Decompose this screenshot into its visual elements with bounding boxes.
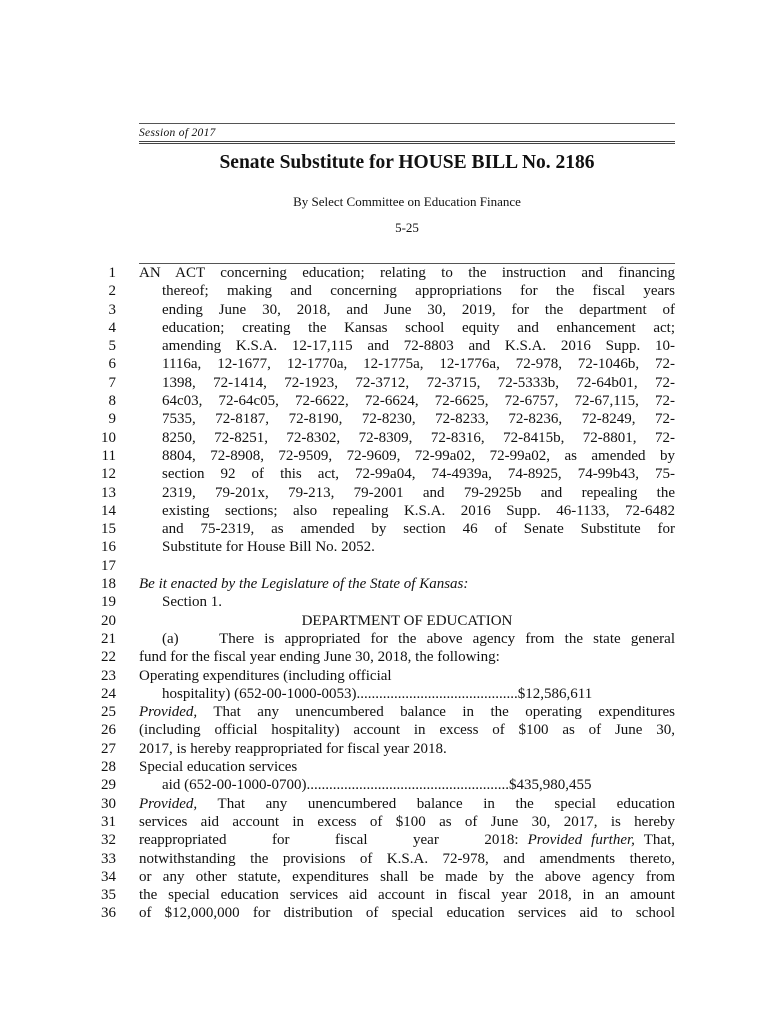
- body-line: of $12,000,000 for distribution of special education services aid to school: [139, 905, 675, 922]
- proviso-keyword: Provided further,: [527, 832, 635, 849]
- body-line: education; creating the Kansas school equity and enhancement act;: [162, 319, 675, 336]
- line-number: 17: [101, 557, 116, 574]
- body-line: thereof; making and concerning appropriations for the fiscal years: [162, 283, 675, 300]
- line-number: 1: [108, 265, 116, 281]
- proviso-keyword: Provided,: [139, 704, 198, 721]
- line-number: 9: [108, 411, 116, 428]
- proviso-line: [139, 795, 675, 813]
- proviso-line: [139, 831, 675, 849]
- line-number: 34: [101, 868, 116, 885]
- body-line: (including official hospitality) account in excess of $100 as of June 30,: [139, 722, 675, 739]
- line-number: 23: [101, 667, 116, 684]
- line-number: 16: [101, 539, 116, 556]
- body-line: amending K.S.A. 12-17,115 and 72-8803 and K.S.A. 2016 Supp. 10-: [162, 338, 675, 355]
- body-line: 7535, 72-8187, 72-8190, 72-8230, 72-8233, 72-8236, 72-8249, 72-: [162, 411, 675, 428]
- section-heading: Section 1.: [162, 594, 222, 611]
- body-line: ending June 30, 2018, and June 30, 2019, for the department of: [162, 301, 675, 318]
- proviso-text: That any unencumbered balance in the special education: [197, 795, 675, 812]
- body-line: the special education services aid account in fiscal year 2018, in an amount: [139, 887, 675, 904]
- line-number: 18: [101, 576, 116, 593]
- line-number: 28: [101, 759, 116, 776]
- line-number: 13: [101, 484, 116, 501]
- line-number: 19: [101, 594, 116, 611]
- body-line: section 92 of this act, 72-99a04, 74-4939a, 74-8925, 74-99b43, 75-: [162, 466, 675, 483]
- line-number: 24: [101, 685, 116, 702]
- body-line: 1398, 72-1414, 72-1923, 72-3712, 72-3715, 72-5333b, 72-64b01, 72-: [162, 374, 675, 391]
- line-number: 3: [108, 301, 116, 318]
- proviso-text: That any unencumbered balance in the operating expenditures: [197, 704, 675, 721]
- body-line: 1116a, 12-1677, 12-1770a, 12-1775a, 12-1776a, 72-978, 72-1046b, 72-: [162, 356, 675, 373]
- line-number: 21: [101, 630, 116, 647]
- body-line: AN ACT concerning education; relating to the instruction and financing: [139, 265, 675, 281]
- line-number: 25: [101, 704, 116, 721]
- line-number: 12: [101, 466, 116, 483]
- line-number: 36: [101, 905, 116, 922]
- line-number: 7: [108, 374, 116, 391]
- proviso-line: [139, 703, 675, 721]
- line-item-amount: aid (652-00-1000-0700)......................................................$435,980,455: [162, 777, 592, 794]
- body-line: 8804, 72-8908, 72-9509, 72-9609, 72-99a02, 72-99a02, as amended by: [162, 447, 675, 464]
- body-line: existing sections; also repealing K.S.A. 2016 Supp. 46-1133, 72-6482: [162, 502, 675, 519]
- line-number: 14: [101, 502, 116, 519]
- line-item-label: Special education services: [139, 759, 298, 776]
- body-line: or any other statute, expenditures shall be made by the above agency from: [139, 868, 675, 885]
- body-line: services aid account in excess of $100 as of June 30, 2017, is hereby: [139, 813, 675, 830]
- body-line: 64c03, 72-64c05, 72-6622, 72-6624, 72-6625, 72-6757, 72-67,115, 72-: [162, 393, 675, 410]
- line-number: 32: [101, 832, 116, 849]
- line-number: 4: [108, 319, 116, 336]
- line-number: 10: [101, 429, 116, 446]
- line-number: 31: [101, 813, 116, 830]
- line-number-column: [80, 264, 116, 923]
- bill-title: Senate Substitute for HOUSE BILL No. 2186: [219, 152, 595, 173]
- line-number: 15: [101, 521, 116, 538]
- session-label: Session of 2017: [139, 127, 216, 139]
- body-line: fund for the fiscal year ending June 30, 2018, the following:: [139, 649, 500, 666]
- line-number: 11: [101, 447, 116, 464]
- header-top-rule: [139, 123, 675, 124]
- header-double-rule: [139, 141, 675, 144]
- bill-body: [139, 264, 675, 923]
- bill-date: 5-25: [395, 220, 419, 235]
- body-line: (a) There is appropriated for the above agency from the state general: [162, 630, 675, 647]
- body-line: 2017, is hereby reappropriated for fiscal year 2018.: [139, 740, 447, 757]
- line-number: 6: [108, 356, 116, 373]
- line-number: 22: [101, 649, 116, 666]
- body-line: Substitute for House Bill No. 2052.: [162, 539, 375, 556]
- line-number: 26: [101, 722, 116, 739]
- body-line: 2319, 79-201x, 79-213, 79-2001 and 79-2925b and repealing the: [162, 484, 675, 501]
- body-line: and 75-2319, as amended by section 46 of Senate Substitute for: [162, 521, 675, 538]
- line-number: 29: [101, 777, 116, 794]
- bill-sponsor: By Select Committee on Education Finance: [293, 194, 521, 209]
- line-item-label: Operating expenditures (including official: [139, 667, 392, 684]
- line-number: 20: [101, 612, 116, 629]
- blank-line: [139, 557, 675, 575]
- proviso-text: That,: [634, 832, 676, 849]
- line-number: 27: [101, 740, 116, 757]
- body-line: 8250, 72-8251, 72-8302, 72-8309, 72-8316, 72-8415b, 72-8801, 72-: [162, 429, 675, 446]
- department-heading: DEPARTMENT OF EDUCATION: [301, 612, 513, 629]
- line-number: 35: [101, 887, 116, 904]
- enacting-clause: Be it enacted by the Legislature of the State of Kansas:: [139, 576, 469, 593]
- line-number: 8: [108, 393, 116, 410]
- line-number: 5: [108, 338, 116, 355]
- line-item-amount: hospitality) (652-00-1000-0053)...........................................$12,586,611: [162, 685, 593, 702]
- body-line: notwithstanding the provisions of K.S.A. 72-978, and amendments thereto,: [139, 850, 675, 867]
- proviso-keyword: Provided,: [139, 795, 198, 812]
- line-number: 33: [101, 850, 116, 867]
- line-number: 2: [108, 283, 116, 300]
- line-number: 30: [101, 795, 116, 812]
- proviso-text: reappropriated for fiscal year 2018:: [139, 832, 519, 849]
